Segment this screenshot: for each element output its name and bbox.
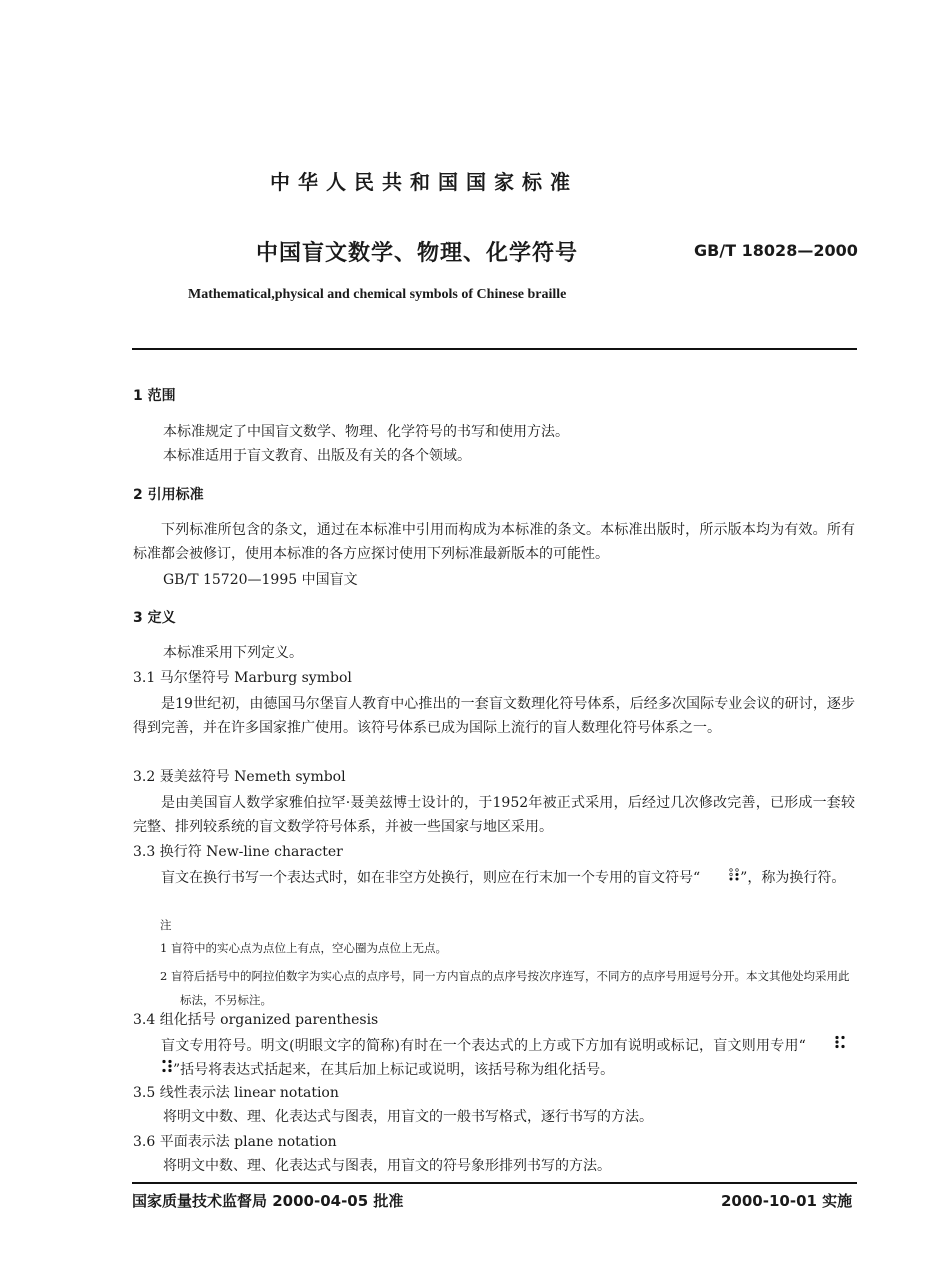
section-2-para-1: 下列标准所包含的条文，通过在本标准中引用而构成为本标准的条文。本标准出版时，所示版本均为有效。所有标准都会被修订，使用本标准的各方应探讨使用下列标准最新版本的可能性。 — [133, 522, 855, 562]
standard-code: GB/T 18028—2000 — [694, 241, 858, 260]
note-2: 2 盲符后括号中的阿拉伯数字为实心点的点序号，同一方内盲点的点序号按次序连写，不同方的点序号用逗号分开。本文其他处均采用此标法，不另标注。 — [160, 969, 850, 1007]
newline-braille-icon — [700, 866, 740, 890]
document-title-en: Mathematical,physical and chemical symbols of Chinese braille — [188, 287, 567, 302]
definition-3-5-title: 3.5 线性表示法 linear notation — [133, 1085, 339, 1101]
normative-reference: GB/T 15720—1995 中国盲文 — [163, 572, 358, 588]
open-parenthesis-braille-icon — [806, 1034, 846, 1058]
footer-divider — [132, 1182, 857, 1184]
approval-date: 国家质量技术监督局 2000-04-05 批准 — [132, 1192, 404, 1210]
note-label: 注 — [160, 918, 172, 932]
effective-date: 2000-10-01 实施 — [721, 1192, 853, 1210]
document-title-cn: 中国盲文数学、物理、化学符号 — [256, 241, 579, 266]
section-2-heading: 2 引用标准 — [133, 487, 204, 503]
definition-3-2-body: 是由美国盲人数学家雅伯拉罕·聂美兹博士设计的，于1952年被正式采用，后经过几次修改完善，已形成一套较完整、排列较系统的盲文数学符号体系，并被一些国家与地区采用。 — [133, 795, 855, 835]
note-1: 1 盲符中的实心点为点位上有点，空心圈为点位上无点。 — [160, 941, 447, 955]
definition-3-3-body-a: 盲文在换行书写一个表达式时，如在非空方处换行，则应在行末加一个专用的盲文符号“ — [161, 870, 701, 886]
section-3-heading: 3 定义 — [133, 610, 176, 626]
close-parenthesis-braille-icon — [133, 1058, 173, 1082]
definition-3-6-title: 3.6 平面表示法 plane notation — [133, 1134, 337, 1150]
standard-type-header: 中华人民共和国国家标准 — [270, 170, 578, 194]
header-divider — [132, 348, 857, 350]
definition-3-4-body-b: ”括号将表达式括起来，在其后加上标记或说明，该括号称为组化括号。 — [173, 1062, 615, 1078]
definition-3-4-title: 3.4 组化括号 organized parenthesis — [133, 1012, 379, 1028]
section-3-intro: 本标准采用下列定义。 — [163, 645, 303, 661]
definition-3-4-body-a: 盲文专用符号。明文(明眼文字的简称)有时在一个表达式的上方或下方加有说明或标记，盲文则用专用“ — [161, 1038, 806, 1054]
definition-3-3-title: 3.3 换行符 New-line character — [133, 844, 343, 860]
section-1-para-1: 本标准规定了中国盲文数学、物理、化学符号的书写和使用方法。 — [163, 424, 569, 440]
definition-3-1-title: 3.1 马尔堡符号 Marburg symbol — [133, 670, 352, 686]
definition-3-1-body: 是19世纪初，由德国马尔堡盲人教育中心推出的一套盲文数理化符号体系，后经多次国际专业会议的研讨，逐步得到完善，并在许多国家推广使用。该符号体系已成为国际上流行的盲人数理化符号体系之一。 — [133, 696, 855, 736]
definition-3-6-body: 将明文中数、理、化表达式与图表，用盲文的符号象形排列书写的方法。 — [163, 1158, 611, 1174]
section-1-para-2: 本标准适用于盲文教育、出版及有关的各个领域。 — [163, 448, 471, 464]
definition-3-3-body — [133, 866, 855, 890]
definition-3-4-body — [133, 1034, 855, 1082]
section-1-heading: 1 范围 — [133, 388, 176, 404]
definition-3-5-body: 将明文中数、理、化表达式与图表，用盲文的一般书写格式，逐行书写的方法。 — [163, 1109, 653, 1125]
definition-3-3-body-b: ”，称为换行符。 — [740, 870, 846, 886]
definition-3-2-title: 3.2 聂美兹符号 Nemeth symbol — [133, 769, 346, 785]
